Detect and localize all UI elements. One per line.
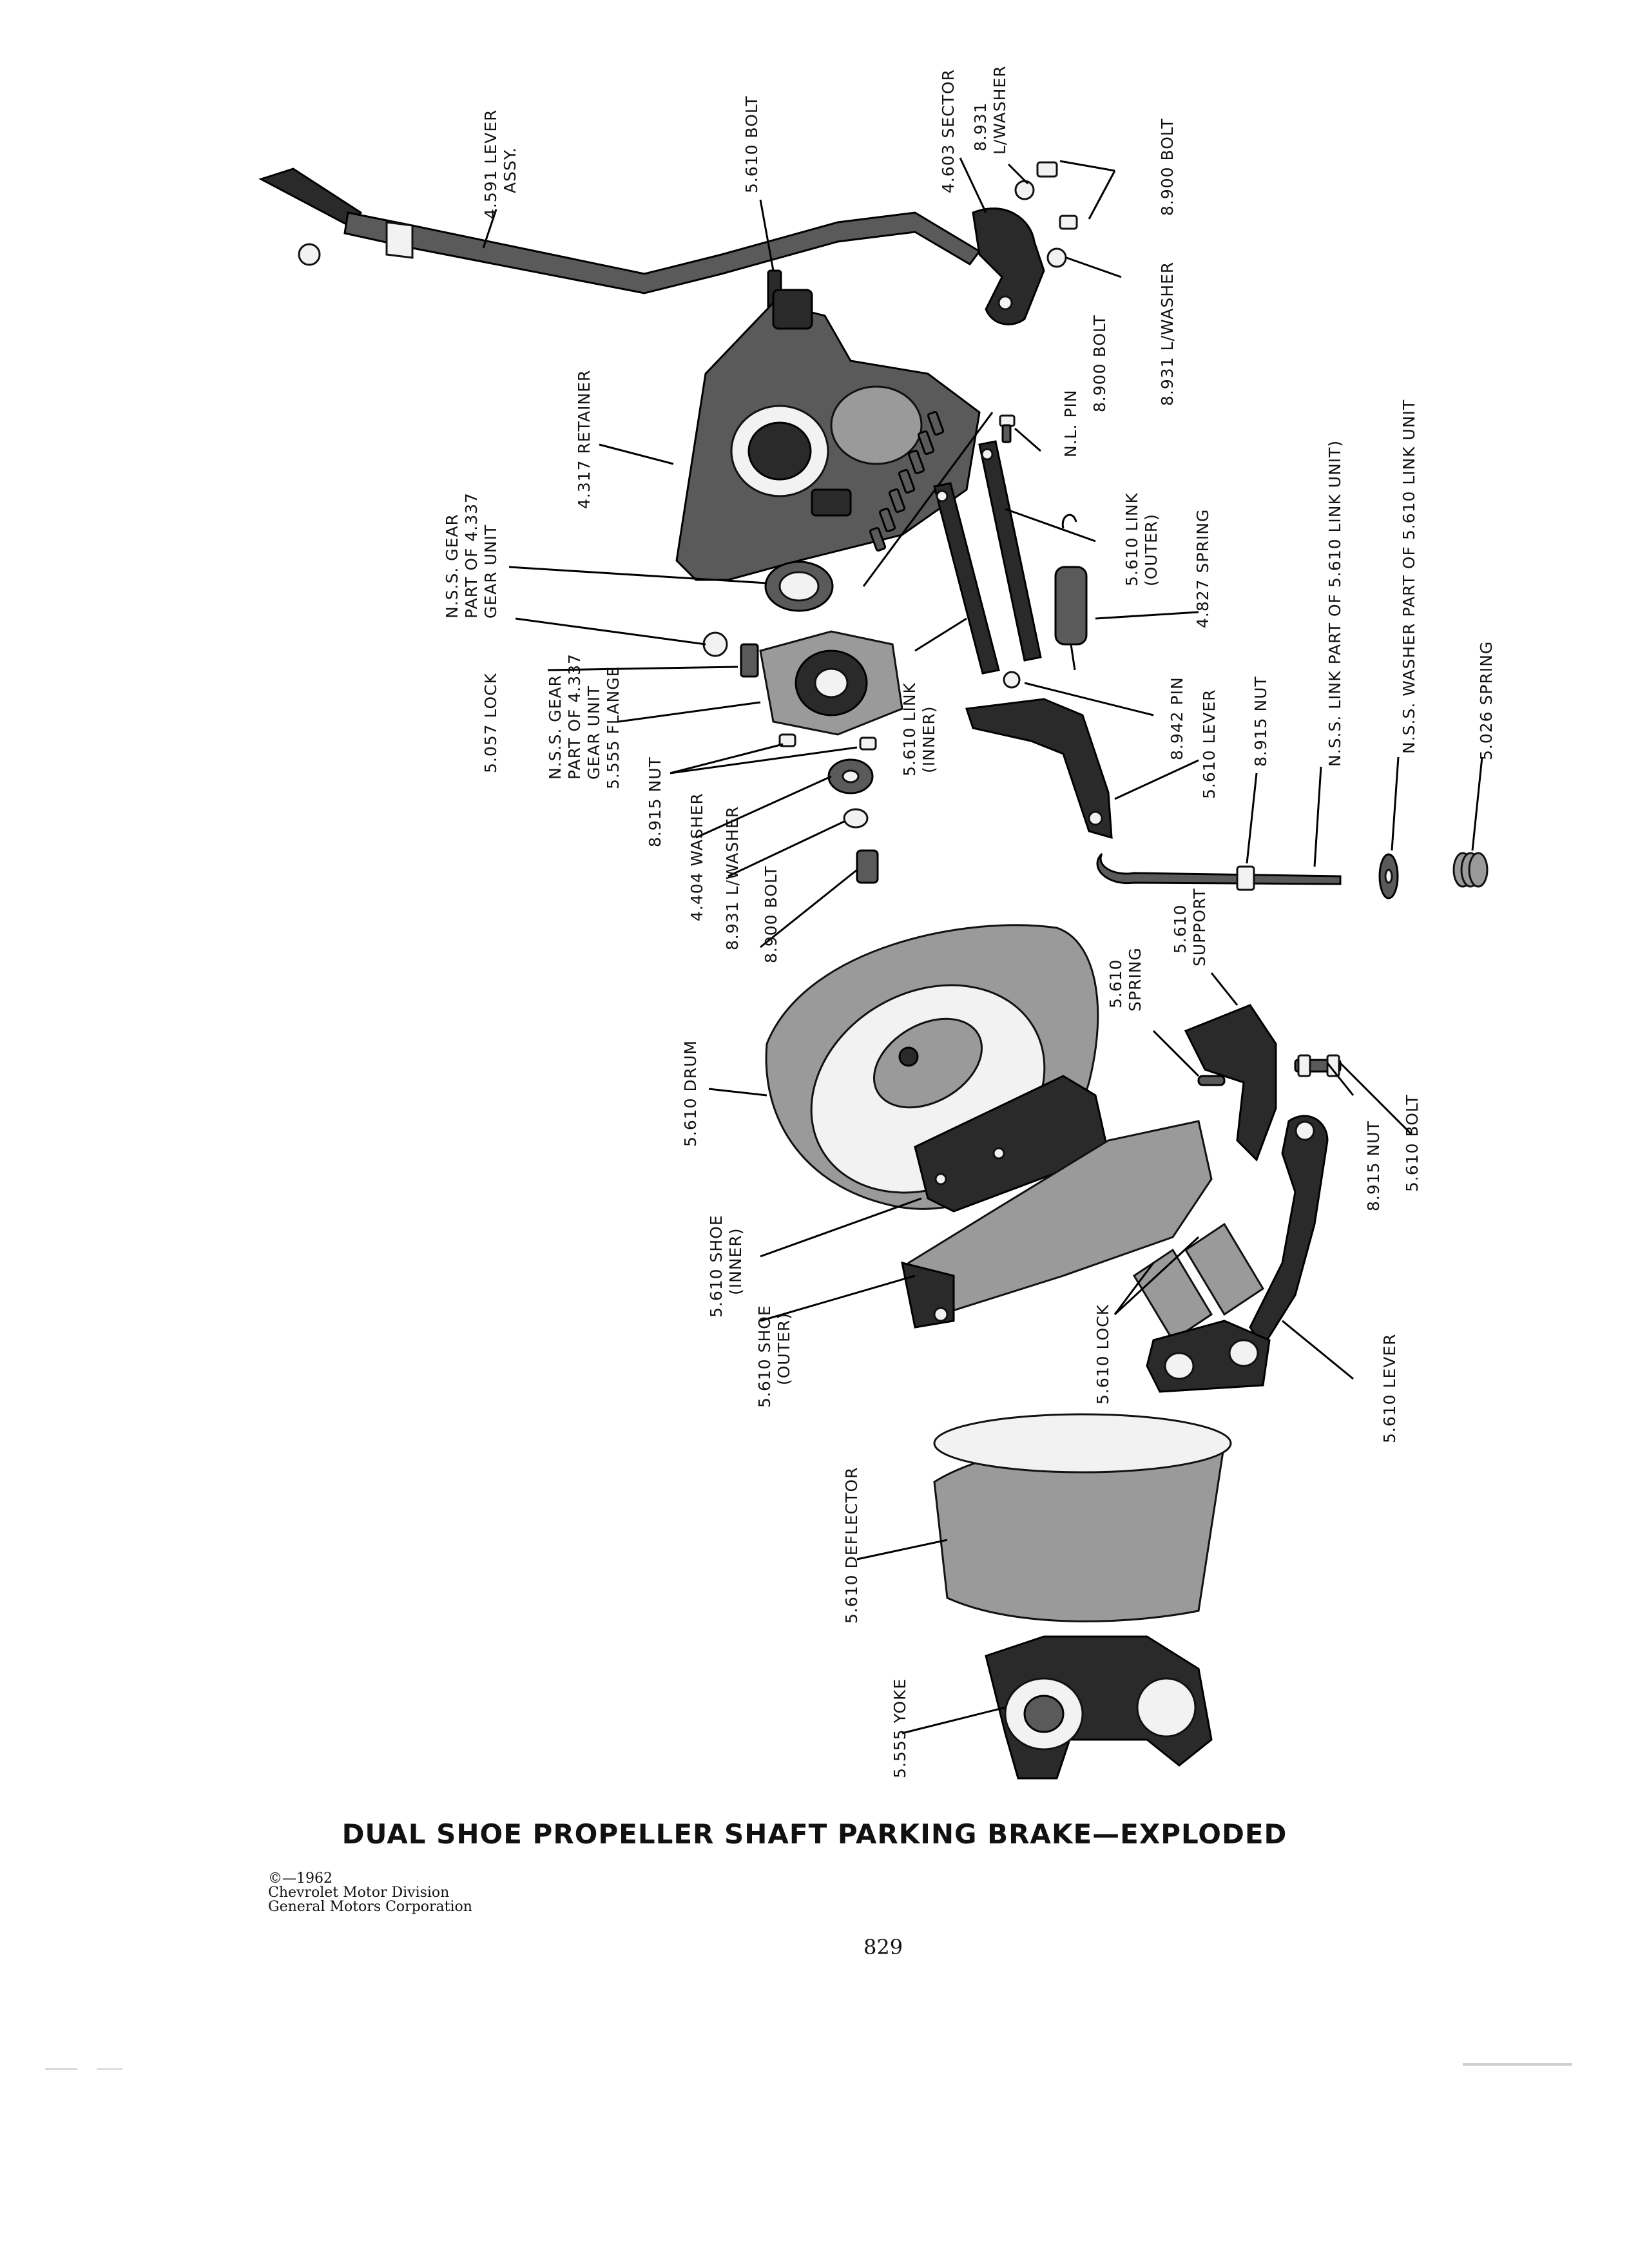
diagram-title: DUAL SHOE PROPELLER SHAFT PARKING BRAKE—EXPLODED <box>342 1818 1287 1850</box>
label-deflector: 5.610 DEFLECTOR <box>842 1466 861 1624</box>
copyright-block <box>268 1872 472 1914</box>
bolt-5610-bottom-part <box>1295 1055 1340 1076</box>
lock-5610-part <box>1134 1224 1269 1392</box>
label-lever-assy-1: 4.591 LEVER <box>481 109 500 219</box>
copyright-line-2: Chevrolet Motor Division <box>268 1885 450 1901</box>
spring-5610-part <box>1199 1076 1224 1085</box>
label-yoke: 5.555 YOKE <box>891 1678 909 1778</box>
label-lwasher-8931-low: 8.931 L/WASHER <box>723 805 742 950</box>
gear-nss-part <box>766 562 833 611</box>
scan-specks <box>45 2063 1572 2070</box>
label-link-inner-b: (INNER) <box>920 706 938 773</box>
label-pin-8942: 8.942 PIN <box>1168 677 1186 760</box>
label-lwasher-8931-right: 8.931 L/WASHER <box>1158 261 1177 406</box>
page-number: 829 <box>863 1935 903 1959</box>
label-lever-5610-top: 5.610 LEVER <box>1200 689 1219 799</box>
washer-nss-part <box>1380 854 1398 898</box>
label-bolt-8900-mid: 8.900 BOLT <box>1090 314 1109 412</box>
label-spring-5610-b: SPRING <box>1126 947 1144 1012</box>
sector-part <box>973 209 1044 325</box>
spring-5026-part <box>1454 853 1487 887</box>
label-link-outer-a: 5.610 LINK <box>1123 492 1141 586</box>
label-lock-5057: 5.057 LOCK <box>481 672 500 773</box>
label-lever-5610-bottom: 5.610 LEVER <box>1380 1333 1399 1443</box>
lever-5610-top-part <box>967 699 1112 838</box>
label-gear-nss-2-c: GEAR UNIT <box>584 685 603 780</box>
label-link-unit-nss: N.S.S. LINK PART OF 5.610 LINK UNIT) <box>1325 439 1344 767</box>
label-lever-assy-2: ASSY. <box>501 147 519 193</box>
label-spring-4827: 4.827 SPRING <box>1193 508 1212 628</box>
label-support-b: SUPPORT <box>1190 888 1209 966</box>
retainer-part <box>677 290 979 580</box>
label-bolt-5610-top: 5.610 BOLT <box>742 95 761 193</box>
copyright-line-3: General Motors Corporation <box>268 1899 472 1915</box>
label-lwasher-8931-top-1: 8.931 <box>971 102 990 151</box>
label-gear-nss-1-c: GEAR UNIT <box>481 524 500 619</box>
lever-assy-part <box>261 169 979 293</box>
label-gear-nss-1-a: N.S.S. GEAR <box>443 514 461 619</box>
nl-pin-part <box>1000 416 1014 442</box>
label-link-outer-b: (OUTER) <box>1142 514 1161 586</box>
copyright-line-1: ©—1962 <box>268 1870 333 1887</box>
link-unit-rod-part <box>1097 854 1340 890</box>
label-lwasher-8931-top-2: L/WASHER <box>990 65 1009 155</box>
label-washer-4404: 4.404 WASHER <box>688 793 706 921</box>
label-spring-5610-a: 5.610 <box>1106 959 1125 1008</box>
label-shoe-inner-b: (INNER) <box>726 1227 745 1295</box>
label-nut-8915-right: 8.915 NUT <box>1251 676 1270 767</box>
label-bolt-8900-low: 8.900 BOLT <box>762 865 780 963</box>
gear-nss-small-part <box>741 644 758 677</box>
label-retainer: 4.317 RETAINER <box>575 369 593 509</box>
label-shoe-outer-b: (OUTER) <box>775 1312 793 1385</box>
lock-5057-part <box>704 633 727 656</box>
label-gear-nss-2-b: PART OF 4.337 <box>565 653 584 780</box>
label-washer-nss: N.S.S. WASHER PART OF 5.610 LINK UNIT <box>1400 399 1418 754</box>
label-gear-nss-1-b: PART OF 4.337 <box>462 492 481 619</box>
label-nut-8915-bottom: 8.915 NUT <box>1364 1120 1383 1211</box>
link-inner-part <box>934 483 999 673</box>
label-spring-5026: 5.026 SPRING <box>1477 640 1496 760</box>
label-bolt-5610-bottom: 5.610 BOLT <box>1403 1094 1422 1192</box>
yoke-part <box>986 1637 1211 1778</box>
label-drum: 5.610 DRUM <box>681 1039 700 1147</box>
label-flange-5555: 5.555 FLANGE <box>604 666 622 789</box>
label-shoe-inner-a: 5.610 SHOE <box>707 1215 726 1318</box>
label-link-inner-a: 5.610 LINK <box>900 682 919 776</box>
pin-8942-part <box>1004 672 1019 687</box>
label-bolt-8900-top: 8.900 BOLT <box>1158 118 1177 216</box>
flange-part <box>760 631 902 735</box>
label-sector: 4.603 SECTOR <box>939 69 958 193</box>
label-lock-5610: 5.610 LOCK <box>1094 1303 1112 1405</box>
label-gear-nss-2-a: N.S.S. GEAR <box>546 675 564 780</box>
label-nl-pin: N.L. PIN <box>1061 389 1080 457</box>
lever-5610-bottom-part <box>1250 1116 1327 1347</box>
spring-4827-part <box>1055 515 1086 670</box>
label-shoe-outer-a: 5.610 SHOE <box>755 1305 774 1408</box>
label-support-a: 5.610 <box>1171 904 1190 954</box>
deflector-part <box>934 1414 1231 1621</box>
label-nut-8915-left: 8.915 NUT <box>646 756 664 847</box>
